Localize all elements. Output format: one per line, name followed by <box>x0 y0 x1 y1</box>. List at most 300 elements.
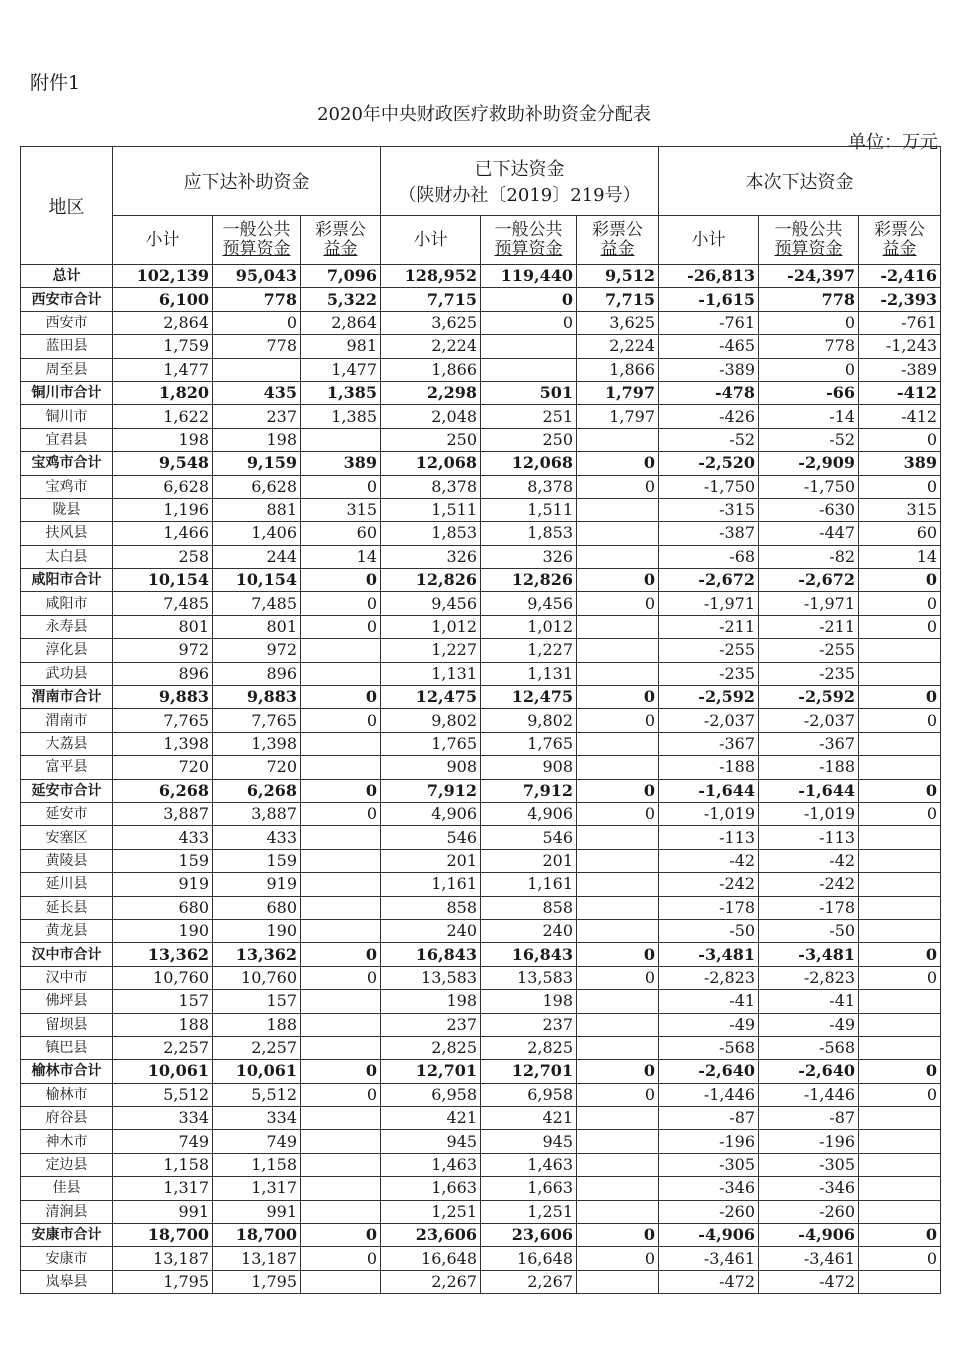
value-cell: -42 <box>759 849 859 872</box>
table-row <box>21 335 941 358</box>
region-name-cell: 大荔县 <box>21 732 113 755</box>
value-cell: 0 <box>301 966 381 989</box>
value-cell: 190 <box>113 919 213 942</box>
value-cell: 0 <box>577 802 659 825</box>
value-cell <box>859 849 941 872</box>
value-cell: -761 <box>659 311 759 334</box>
value-cell: 5,512 <box>213 1083 301 1106</box>
value-cell: 0 <box>859 943 941 966</box>
col-general-l1: 一般公共 <box>774 220 843 240</box>
value-cell: -87 <box>759 1107 859 1130</box>
value-cell: 10,154 <box>213 569 301 592</box>
value-cell: -472 <box>659 1270 759 1293</box>
subtotal-row <box>21 1224 941 1247</box>
value-cell: 2,864 <box>301 311 381 334</box>
value-cell: 1,196 <box>113 498 213 521</box>
value-cell: 0 <box>577 452 659 475</box>
value-cell: -2,823 <box>659 966 759 989</box>
value-cell: -1,446 <box>659 1083 759 1106</box>
value-cell: 250 <box>381 428 481 451</box>
value-cell: -761 <box>859 311 941 334</box>
value-cell: 6,268 <box>213 779 301 802</box>
value-cell: 128,952 <box>381 265 481 288</box>
value-cell: -3,461 <box>659 1247 759 1270</box>
value-cell: 119,440 <box>481 265 577 288</box>
value-cell: -211 <box>659 615 759 638</box>
value-cell: 14 <box>301 545 381 568</box>
value-cell <box>577 1013 659 1036</box>
value-cell: 198 <box>381 990 481 1013</box>
value-cell: 23,606 <box>481 1224 577 1247</box>
value-cell: -472 <box>759 1270 859 1293</box>
value-cell: -82 <box>759 545 859 568</box>
group-header-due: 应下达补助资金 <box>113 147 381 216</box>
value-cell <box>301 1036 381 1059</box>
value-cell: 778 <box>213 288 301 311</box>
table-row <box>21 1247 941 1270</box>
table-row <box>21 1130 941 1153</box>
value-cell: -50 <box>659 919 759 942</box>
col-general-l1: 一般公共 <box>494 220 563 240</box>
table-row <box>21 732 941 755</box>
table-row <box>21 639 941 662</box>
value-cell: 2,257 <box>213 1036 301 1059</box>
value-cell: 0 <box>213 311 301 334</box>
value-cell <box>859 662 941 685</box>
table-row <box>21 615 941 638</box>
value-cell <box>859 990 941 1013</box>
table-row <box>21 498 941 521</box>
value-cell: 680 <box>113 896 213 919</box>
col-subtotal: 小计 <box>659 216 759 265</box>
value-cell: -389 <box>659 358 759 381</box>
region-name-cell: 咸阳市 <box>21 592 113 615</box>
col-general-l2: 预算资金 <box>222 239 291 259</box>
value-cell <box>859 1130 941 1153</box>
value-cell <box>859 873 941 896</box>
value-cell: -367 <box>759 732 859 755</box>
value-cell: 2,864 <box>113 311 213 334</box>
value-cell: 102,139 <box>113 265 213 288</box>
table-row <box>21 522 941 545</box>
region-name-cell: 镇巴县 <box>21 1036 113 1059</box>
value-cell: 1,463 <box>481 1153 577 1176</box>
value-cell: -235 <box>759 662 859 685</box>
value-cell: -1,019 <box>759 802 859 825</box>
value-cell: 0 <box>577 709 659 732</box>
value-cell: -188 <box>659 756 759 779</box>
value-cell: 7,765 <box>213 709 301 732</box>
allocation-table <box>20 146 941 1294</box>
region-name-cell: 汉中市合计 <box>21 943 113 966</box>
value-cell: 12,068 <box>481 452 577 475</box>
value-cell <box>301 990 381 1013</box>
value-cell: 6,100 <box>113 288 213 311</box>
value-cell <box>859 639 941 662</box>
col-lottery <box>859 216 941 265</box>
value-cell: 1,398 <box>213 732 301 755</box>
value-cell: -87 <box>659 1107 759 1130</box>
value-cell: -188 <box>759 756 859 779</box>
value-cell: 0 <box>859 475 941 498</box>
region-name-cell: 总计 <box>21 265 113 288</box>
value-cell: 7,912 <box>381 779 481 802</box>
value-cell: 778 <box>213 335 301 358</box>
value-cell: 12,475 <box>481 686 577 709</box>
value-cell: 858 <box>381 896 481 919</box>
value-cell <box>859 1013 941 1036</box>
table-row <box>21 896 941 919</box>
value-cell: 1,406 <box>213 522 301 545</box>
value-cell: 991 <box>113 1200 213 1223</box>
value-cell: 237 <box>481 1013 577 1036</box>
value-cell: 240 <box>381 919 481 942</box>
region-name-cell: 扶风县 <box>21 522 113 545</box>
value-cell: 0 <box>577 1247 659 1270</box>
value-cell: 1,398 <box>113 732 213 755</box>
value-cell: 1,012 <box>381 615 481 638</box>
value-cell <box>859 1107 941 1130</box>
value-cell: 0 <box>301 569 381 592</box>
value-cell: 9,512 <box>577 265 659 288</box>
value-cell: 0 <box>859 1060 941 1083</box>
value-cell: 3,625 <box>577 311 659 334</box>
region-name-cell: 铜川市合计 <box>21 381 113 404</box>
value-cell: 0 <box>301 709 381 732</box>
region-name-cell: 渭南市合计 <box>21 686 113 709</box>
region-name-cell: 榆林市 <box>21 1083 113 1106</box>
value-cell: 546 <box>481 826 577 849</box>
value-cell: 0 <box>301 686 381 709</box>
value-cell <box>301 849 381 872</box>
value-cell <box>301 428 381 451</box>
value-cell: 1,251 <box>481 1200 577 1223</box>
value-cell: 1,477 <box>301 358 381 381</box>
value-cell: 0 <box>301 592 381 615</box>
value-cell: 5,322 <box>301 288 381 311</box>
value-cell: -1,019 <box>659 802 759 825</box>
document-title: 2020年中央财政医疗救助补助资金分配表 <box>317 104 651 125</box>
value-cell <box>577 756 659 779</box>
value-cell: 389 <box>859 452 941 475</box>
value-cell: -478 <box>659 381 759 404</box>
value-cell: 501 <box>481 381 577 404</box>
value-cell: 1,317 <box>213 1177 301 1200</box>
value-cell: 2,257 <box>113 1036 213 1059</box>
value-cell: 9,159 <box>213 452 301 475</box>
value-cell: -255 <box>759 639 859 662</box>
value-cell: 1,463 <box>381 1153 481 1176</box>
region-name-cell: 汉中市 <box>21 966 113 989</box>
col-general-l2: 预算资金 <box>774 239 843 259</box>
subtotal-row <box>21 1060 941 1083</box>
value-cell: -1,971 <box>659 592 759 615</box>
value-cell <box>577 873 659 896</box>
value-cell <box>577 1200 659 1223</box>
value-cell <box>577 990 659 1013</box>
value-cell <box>301 873 381 896</box>
value-cell: -346 <box>759 1177 859 1200</box>
value-cell: 6,268 <box>113 779 213 802</box>
value-cell: -52 <box>759 428 859 451</box>
value-cell: 0 <box>301 943 381 966</box>
value-cell: -387 <box>659 522 759 545</box>
value-cell <box>859 919 941 942</box>
region-name-cell: 留坝县 <box>21 1013 113 1036</box>
subtotal-row <box>21 381 941 404</box>
value-cell: 12,826 <box>381 569 481 592</box>
value-cell: -1,644 <box>759 779 859 802</box>
region-name-cell: 府谷县 <box>21 1107 113 1130</box>
value-cell: 6,958 <box>481 1083 577 1106</box>
subtotal-row <box>21 943 941 966</box>
value-cell: -178 <box>659 896 759 919</box>
value-cell: 9,883 <box>113 686 213 709</box>
value-cell <box>577 919 659 942</box>
value-cell: 315 <box>859 498 941 521</box>
value-cell: 10,154 <box>113 569 213 592</box>
table-row <box>21 1083 941 1106</box>
value-cell: -211 <box>759 615 859 638</box>
value-cell: 159 <box>213 849 301 872</box>
value-cell: 198 <box>481 990 577 1013</box>
value-cell: 749 <box>213 1130 301 1153</box>
value-cell: -412 <box>859 405 941 428</box>
value-cell <box>577 1270 659 1293</box>
value-cell: 2,267 <box>481 1270 577 1293</box>
value-cell: -465 <box>659 335 759 358</box>
table-row <box>21 802 941 825</box>
value-cell <box>859 1177 941 1200</box>
region-name-cell: 安康市 <box>21 1247 113 1270</box>
value-cell: 1,511 <box>381 498 481 521</box>
header-row-1 <box>21 147 941 216</box>
region-name-cell: 宝鸡市合计 <box>21 452 113 475</box>
value-cell: 1,820 <box>113 381 213 404</box>
value-cell: 159 <box>113 849 213 872</box>
region-name-cell: 太白县 <box>21 545 113 568</box>
value-cell: 1,385 <box>301 405 381 428</box>
value-cell: 1,765 <box>381 732 481 755</box>
value-cell: 95,043 <box>213 265 301 288</box>
value-cell: -3,481 <box>659 943 759 966</box>
table-row <box>21 990 941 1013</box>
value-cell <box>577 1036 659 1059</box>
value-cell <box>859 1153 941 1176</box>
value-cell: -4,906 <box>759 1224 859 1247</box>
value-cell <box>577 1130 659 1153</box>
value-cell: -1,750 <box>659 475 759 498</box>
value-cell: 1,853 <box>381 522 481 545</box>
value-cell: 12,068 <box>381 452 481 475</box>
value-cell: 1,251 <box>381 1200 481 1223</box>
value-cell: 0 <box>301 1247 381 1270</box>
value-cell: 1,511 <box>481 498 577 521</box>
col-general <box>759 216 859 265</box>
value-cell: -235 <box>659 662 759 685</box>
value-cell: 188 <box>113 1013 213 1036</box>
value-cell: 334 <box>113 1107 213 1130</box>
value-cell: 16,843 <box>381 943 481 966</box>
value-cell: -2,037 <box>759 709 859 732</box>
value-cell: 1,466 <box>113 522 213 545</box>
table-row <box>21 873 941 896</box>
value-cell: 0 <box>859 569 941 592</box>
table-row <box>21 545 941 568</box>
table-row <box>21 849 941 872</box>
value-cell: -367 <box>659 732 759 755</box>
value-cell: 435 <box>213 381 301 404</box>
value-cell: -50 <box>759 919 859 942</box>
value-cell: -2,909 <box>759 452 859 475</box>
region-name-cell: 佳县 <box>21 1177 113 1200</box>
value-cell: 315 <box>301 498 381 521</box>
value-cell: -242 <box>759 873 859 896</box>
value-cell: 0 <box>577 943 659 966</box>
value-cell: 16,648 <box>381 1247 481 1270</box>
region-name-cell: 西安市 <box>21 311 113 334</box>
value-cell: -3,461 <box>759 1247 859 1270</box>
value-cell <box>577 615 659 638</box>
value-cell <box>481 358 577 381</box>
value-cell: 2,224 <box>381 335 481 358</box>
value-cell: 0 <box>859 802 941 825</box>
subtotal-row <box>21 452 941 475</box>
table-row <box>21 756 941 779</box>
value-cell: 0 <box>759 311 859 334</box>
value-cell: -426 <box>659 405 759 428</box>
value-cell: -66 <box>759 381 859 404</box>
value-cell: 188 <box>213 1013 301 1036</box>
subtotal-row <box>21 569 941 592</box>
value-cell: 972 <box>113 639 213 662</box>
subtotal-row <box>21 265 941 288</box>
value-cell: 9,456 <box>481 592 577 615</box>
value-cell: 720 <box>113 756 213 779</box>
value-cell: 3,887 <box>213 802 301 825</box>
value-cell: -305 <box>759 1153 859 1176</box>
value-cell: 237 <box>213 405 301 428</box>
value-cell: 0 <box>301 802 381 825</box>
region-name-cell: 宝鸡市 <box>21 475 113 498</box>
value-cell: -24,397 <box>759 265 859 288</box>
value-cell: 157 <box>213 990 301 1013</box>
region-name-cell: 延安市合计 <box>21 779 113 802</box>
value-cell <box>301 639 381 662</box>
value-cell: 0 <box>577 592 659 615</box>
value-cell: 1,853 <box>481 522 577 545</box>
value-cell: -178 <box>759 896 859 919</box>
value-cell: 991 <box>213 1200 301 1223</box>
region-name-cell: 西安市合计 <box>21 288 113 311</box>
value-cell: 201 <box>481 849 577 872</box>
value-cell: 1,759 <box>113 335 213 358</box>
value-cell: -315 <box>659 498 759 521</box>
value-cell: 8,378 <box>381 475 481 498</box>
value-cell: 9,548 <box>113 452 213 475</box>
value-cell: -568 <box>759 1036 859 1059</box>
col-lottery-l2: 益金 <box>600 239 635 259</box>
value-cell: -1,615 <box>659 288 759 311</box>
value-cell: 0 <box>577 966 659 989</box>
value-cell: 4,906 <box>381 802 481 825</box>
value-cell: 7,765 <box>113 709 213 732</box>
value-cell: 13,187 <box>213 1247 301 1270</box>
value-cell: 1,158 <box>213 1153 301 1176</box>
value-cell <box>301 919 381 942</box>
value-cell: -1,750 <box>759 475 859 498</box>
value-cell: 1,317 <box>113 1177 213 1200</box>
value-cell: -2,520 <box>659 452 759 475</box>
value-cell: 1,622 <box>113 405 213 428</box>
value-cell: -113 <box>659 826 759 849</box>
value-cell: -568 <box>659 1036 759 1059</box>
col-lottery-l1: 彩票公 <box>315 220 366 240</box>
value-cell: -2,416 <box>859 265 941 288</box>
value-cell: -2,672 <box>659 569 759 592</box>
value-cell: 0 <box>859 779 941 802</box>
value-cell <box>577 732 659 755</box>
value-cell: 1,797 <box>577 405 659 428</box>
subtotal-row <box>21 288 941 311</box>
region-header: 地区 <box>21 147 113 265</box>
value-cell: -26,813 <box>659 265 759 288</box>
value-cell: 2,298 <box>381 381 481 404</box>
attachment-label: 附件1 <box>30 72 81 94</box>
value-cell: 972 <box>213 639 301 662</box>
value-cell: 60 <box>859 522 941 545</box>
value-cell: 7,715 <box>381 288 481 311</box>
value-cell: 778 <box>759 335 859 358</box>
value-cell <box>481 335 577 358</box>
value-cell: -305 <box>659 1153 759 1176</box>
value-cell: 1,765 <box>481 732 577 755</box>
value-cell: 2,267 <box>381 1270 481 1293</box>
col-lottery-l1: 彩票公 <box>592 220 644 240</box>
region-name-cell: 陇县 <box>21 498 113 521</box>
value-cell: 10,760 <box>113 966 213 989</box>
value-cell: 0 <box>301 1060 381 1083</box>
value-cell: -630 <box>759 498 859 521</box>
value-cell <box>577 522 659 545</box>
region-name-cell: 岚皋县 <box>21 1270 113 1293</box>
col-lottery-l2: 益金 <box>882 239 917 259</box>
value-cell: 2,224 <box>577 335 659 358</box>
value-cell: 858 <box>481 896 577 919</box>
value-cell: -2,592 <box>659 686 759 709</box>
table-row <box>21 1153 941 1176</box>
value-cell: 1,795 <box>213 1270 301 1293</box>
col-lottery-l1: 彩票公 <box>874 220 926 240</box>
table-row <box>21 709 941 732</box>
value-cell: 749 <box>113 1130 213 1153</box>
value-cell: -3,481 <box>759 943 859 966</box>
value-cell <box>859 732 941 755</box>
table-row <box>21 592 941 615</box>
value-cell: -14 <box>759 405 859 428</box>
value-cell: 1,131 <box>381 662 481 685</box>
value-cell: -4,906 <box>659 1224 759 1247</box>
value-cell: 9,883 <box>213 686 301 709</box>
region-name-cell: 清涧县 <box>21 1200 113 1223</box>
value-cell <box>577 826 659 849</box>
value-cell: -389 <box>859 358 941 381</box>
value-cell: 3,625 <box>381 311 481 334</box>
value-cell: 433 <box>213 826 301 849</box>
value-cell <box>301 1200 381 1223</box>
table-row <box>21 1036 941 1059</box>
value-cell: 0 <box>577 686 659 709</box>
